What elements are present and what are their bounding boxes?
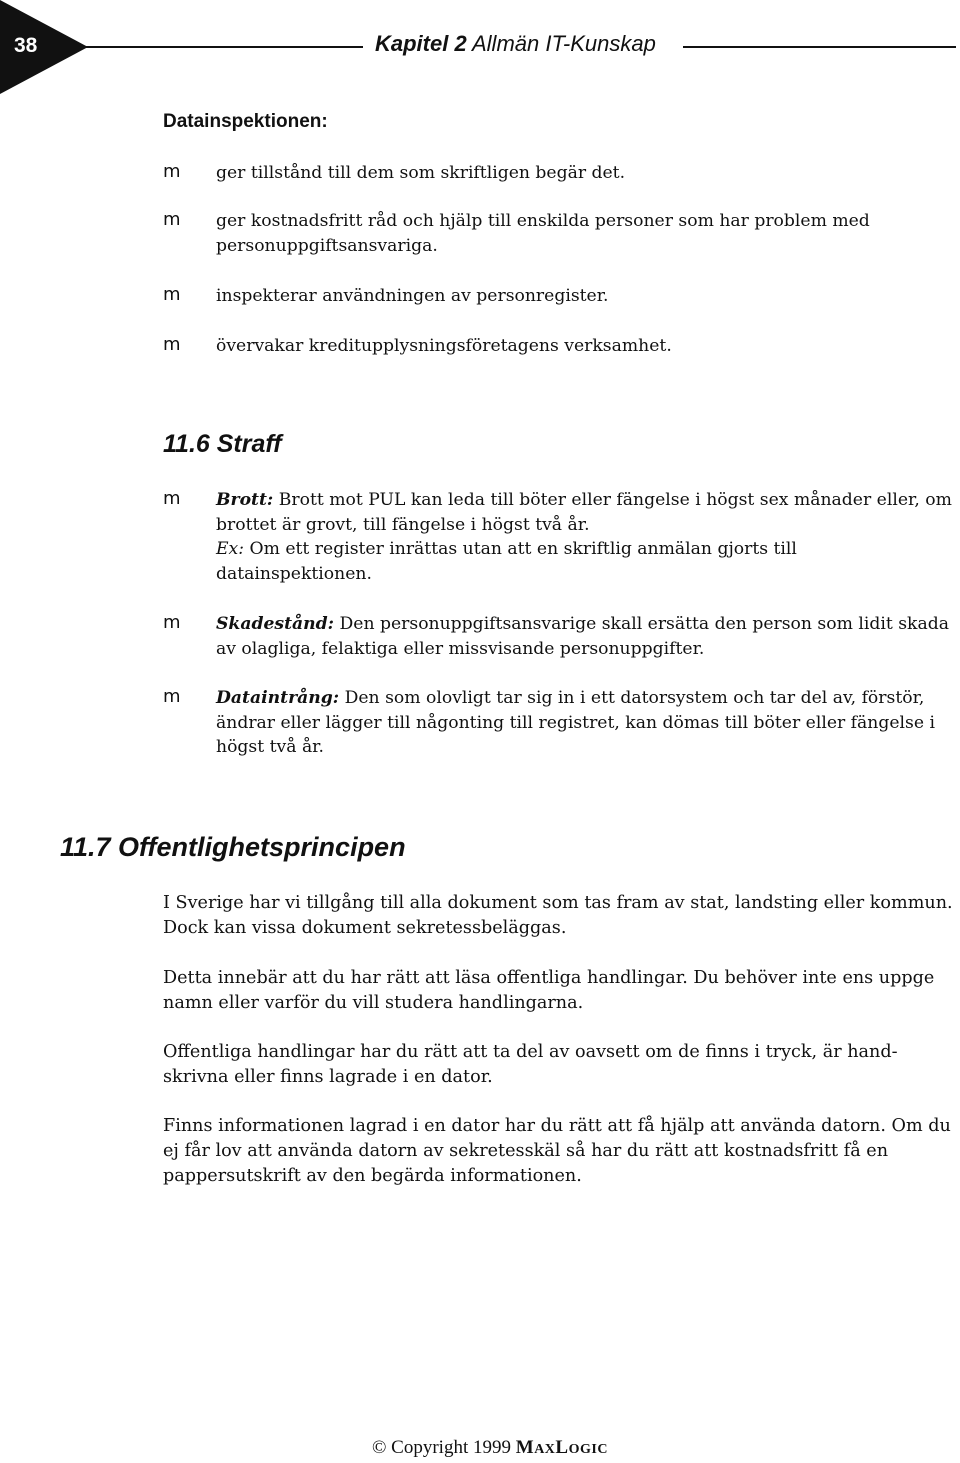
chapter-name: Allmän IT-Kunskap: [472, 31, 656, 56]
bullet-m-icon: m: [163, 284, 181, 305]
header-rule-left: [86, 46, 363, 48]
datainspektionen-title: Datainspektionen:: [163, 111, 328, 132]
term-text: Brott mot PUL kan leda till böter eller fängelse i högst sex månader eller, om brottet är grovt, till fängelse i högst två år.: [216, 490, 952, 535]
list-item-text: [216, 686, 956, 760]
page-header: [0, 0, 960, 100]
footer-copyright: [372, 1437, 608, 1459]
list-item-text: [216, 612, 956, 661]
bullet-m-icon: m: [163, 209, 181, 230]
list-item-text: inspekterar användningen av personregister.: [216, 286, 609, 306]
bullet-m-icon: m: [163, 612, 181, 633]
chapter-number: Kapitel 2: [375, 31, 467, 56]
term-label: Brott:: [216, 490, 274, 510]
example-label: Ex:: [216, 539, 245, 559]
bullet-m-icon: m: [163, 161, 181, 182]
list-item-text: [216, 488, 956, 586]
list-item-text: övervakar kreditupplysningsföretagens verksamhet.: [216, 336, 672, 356]
copyright-text: © Copyright 1999: [372, 1437, 511, 1458]
brand-logo: MAXLOGIC: [515, 1437, 608, 1458]
paragraph: Finns informationen lagrad i en dator har du rätt att få hjälp att använda datorn. Om du ej får lov att använda datorn av sekretesskäl så har du rätt att kostnadsfritt få en pappersutskrift av den begärda informationen.: [163, 1116, 951, 1186]
term-text: Den personuppgiftsansvarige skall ersätta den person som lidit skada av olagliga, felaktiga eller missvisande personuppgifter.: [216, 614, 949, 659]
bullet-m-icon: m: [163, 488, 181, 509]
example-text: Om ett register inrättas utan att en skriftlig anmälan gjorts till datainspektionen.: [216, 539, 797, 584]
header-rule-right: [683, 46, 956, 48]
paragraph: Offentliga handlingar har du rätt att ta del av oavsett om de finns i tryck, är hand-skrivna eller finns lagrade i en dator.: [163, 1042, 898, 1087]
section-heading-straff: 11.6 Straff: [163, 430, 282, 458]
paragraph: I Sverige har vi tillgång till alla dokument som tas fram av stat, landsting eller kommun. Dock kan vissa dokument sekretessbeläggas.: [163, 893, 953, 938]
section-heading-offentlighetsprincipen: 11.7 Offentlighetsprincipen: [60, 832, 406, 862]
term-text: Den som olovligt tar sig in i ett datorsystem och tar del av, förstör, ändrar eller lägger till någonting till registret, kan dömas till böter eller fängelse i högst två år.: [216, 688, 935, 757]
bullet-m-icon: m: [163, 686, 181, 707]
term-label: Skadestånd:: [216, 614, 335, 634]
list-item-text: ger kostnadsfritt råd och hjälp till enskilda personer som har problem med personuppgiftsansvariga.: [216, 211, 870, 256]
page-number: 38: [14, 34, 38, 57]
chapter-title: [375, 31, 656, 57]
bullet-m-icon: m: [163, 334, 181, 355]
list-item-text: ger tillstånd till dem som skriftligen begär det.: [216, 163, 626, 183]
term-label: Dataintrång:: [216, 688, 340, 708]
paragraph: Detta innebär att du har rätt att läsa offentliga handlingar. Du behöver inte ens uppge namn eller varför du vill studera handlingarna.: [163, 968, 935, 1013]
